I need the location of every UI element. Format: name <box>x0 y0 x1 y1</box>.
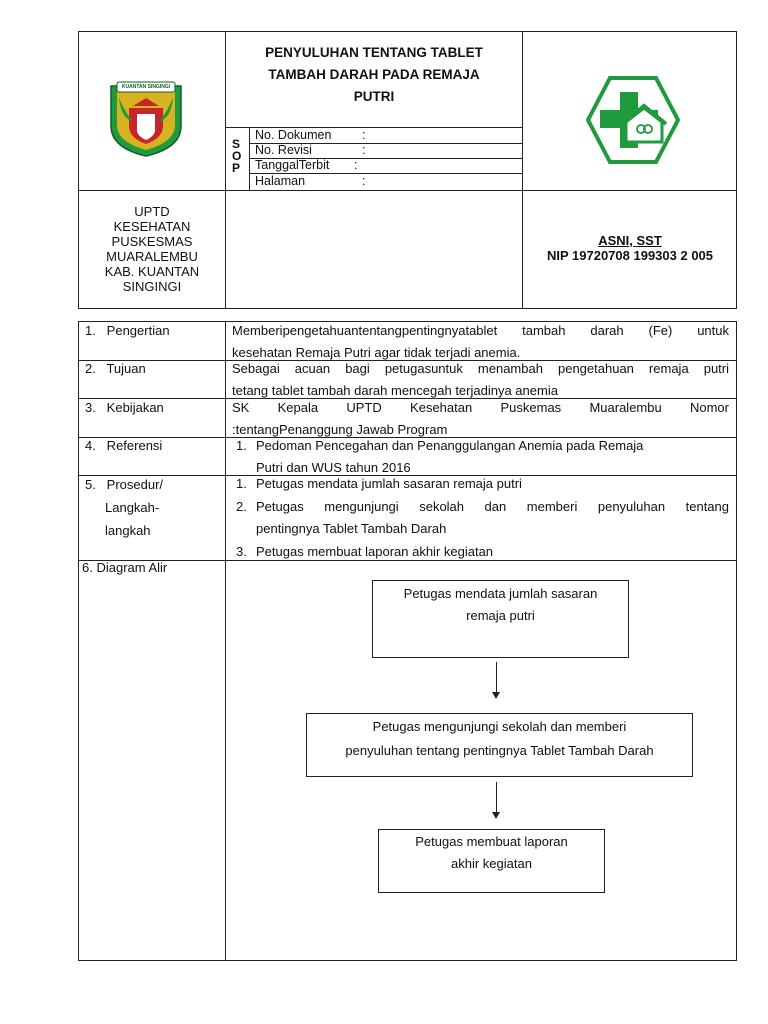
flow-arrow-2-line <box>496 782 497 812</box>
meta-colon: : <box>362 143 366 157</box>
meta-colon: : <box>362 128 366 142</box>
flow-box-1-line-1: Petugas mendata jumlah sasaran <box>403 586 598 601</box>
sop-letter-p: P <box>232 161 241 175</box>
organization-name <box>79 204 225 294</box>
section-label-pengertian: 1. Pengertian <box>85 323 170 338</box>
section-label-tujuan: 2. Tujuan <box>85 361 146 376</box>
prosedur-label-line-1: 5. Prosedur/ <box>85 477 164 492</box>
list-number: 1. <box>236 476 247 491</box>
tujuan-line-2: tetang tablet tambah darah mencegah terjadinya anemia <box>232 383 558 398</box>
kebijakan-line-2: :tentangPenanggung Jawab Program <box>232 422 448 437</box>
kebijakan-line-1: SK Kepala UPTD Kesehatan Puskemas Muaralembu Nomor <box>232 400 729 415</box>
puskesmas-logo <box>586 76 680 164</box>
org-line: UPTD <box>134 204 170 219</box>
referensi-text: Pedoman Pencegahan dan Penanggulangan Anemia pada Remaja <box>256 438 644 453</box>
prosedur-step <box>236 541 729 564</box>
pengertian-line-2: kesehatan Remaja Putri agar tidak terjadi anemia. <box>232 345 521 360</box>
signer-nip: NIP 19720708 199303 2 005 <box>546 248 714 263</box>
section-body-prosedur <box>226 473 737 563</box>
org-line: PUSKESMAS <box>111 234 193 249</box>
sop-block <box>226 127 522 190</box>
flow-box-2 <box>306 713 693 777</box>
flow-box-2-line-2: penyuluhan tentang pentingnya Tablet Tambah Darah <box>345 743 654 758</box>
meta-row-dokumen <box>250 128 522 144</box>
section-body-tujuan <box>226 358 737 402</box>
flow-box-3-line-2: akhir kegiatan <box>451 856 532 871</box>
flow-arrow-2-head <box>492 812 500 819</box>
referensi-line-1 <box>236 435 729 457</box>
org-line: KAB. KUANTAN <box>104 264 200 279</box>
regency-logo-banner-text: KUANTAN SINGINGI <box>121 84 171 90</box>
meta-row-tanggal <box>250 158 522 174</box>
org-line: MUARALEMBU <box>106 249 198 264</box>
prosedur-label-line-2: Langkah- <box>105 500 160 515</box>
section-label-referensi: 4. Referensi <box>85 438 163 453</box>
referensi-line-2: Putri dan WUS tahun 2016 <box>256 460 411 475</box>
flow-box-1 <box>372 580 629 658</box>
list-number: 2. <box>236 498 247 514</box>
section-label-kebijakan: 3. Kebijakan <box>85 400 164 415</box>
section-label-prosedur <box>79 473 225 542</box>
prosedur-step-continuation: pentingnya Tablet Tambah Darah <box>256 521 447 536</box>
sop-letters <box>232 138 244 174</box>
prosedur-step-text: Petugas mendata jumlah sasaran remaja putri <box>256 476 522 491</box>
flow-box-3 <box>378 829 605 893</box>
prosedur-step <box>236 496 729 519</box>
title-line-1: PENYULUHAN TENTANG TABLET <box>265 45 483 60</box>
prosedur-step-text: Petugas membuat laporan akhir kegiatan <box>256 543 494 559</box>
document-title <box>226 42 522 108</box>
signer-name: ASNI, SST <box>598 233 662 248</box>
header-divider-right <box>522 31 523 309</box>
flow-box-3-line-1: Petugas membuat laporan <box>415 834 568 849</box>
meta-row-halaman <box>250 174 522 189</box>
meta-colon: : <box>362 174 366 188</box>
meta-label: Halaman <box>255 174 306 188</box>
meta-colon: : <box>354 158 358 172</box>
flow-arrow-1-head <box>492 692 500 699</box>
org-line: SINGINGI <box>122 279 182 294</box>
sop-letter-o: O <box>232 149 242 163</box>
header-divider-middle <box>78 190 737 191</box>
section-label-diagram: 6. Diagram Alir <box>82 560 168 575</box>
flow-box-1-line-2: remaja putri <box>466 608 535 623</box>
document-meta <box>250 128 522 190</box>
signer-block <box>523 233 737 263</box>
org-line: KESEHATAN <box>113 219 191 234</box>
flow-arrow-1-line <box>496 662 497 692</box>
list-number: 1. <box>236 438 247 453</box>
prosedur-step <box>236 473 729 496</box>
list-number: 3. <box>236 543 247 559</box>
meta-label: TanggalTerbit <box>255 158 330 172</box>
sop-letter-s: S <box>232 137 241 151</box>
meta-label: No. Revisi <box>255 143 312 157</box>
title-line-3: PUTRI <box>353 89 395 104</box>
meta-label: No. Dokumen <box>255 128 332 142</box>
prosedur-label-line-3: langkah <box>105 523 151 538</box>
regency-logo <box>107 78 185 158</box>
tujuan-line-1: Sebagai acuan bagi petugasuntuk menambah pengetahuan remaja putri <box>232 361 729 376</box>
pengertian-line-1: Memberipengetahuantentangpentingnyatablet tambah darah (Fe) untuk <box>232 323 729 338</box>
prosedur-step-text: Petugas mengunjungi sekolah dan memberi penyuluhan tentang <box>256 498 729 514</box>
meta-row-revisi <box>250 143 522 159</box>
title-line-2: TAMBAH DARAH PADA REMAJA <box>268 67 480 82</box>
flow-box-2-line-1: Petugas mengunjungi sekolah dan memberi <box>372 719 627 734</box>
